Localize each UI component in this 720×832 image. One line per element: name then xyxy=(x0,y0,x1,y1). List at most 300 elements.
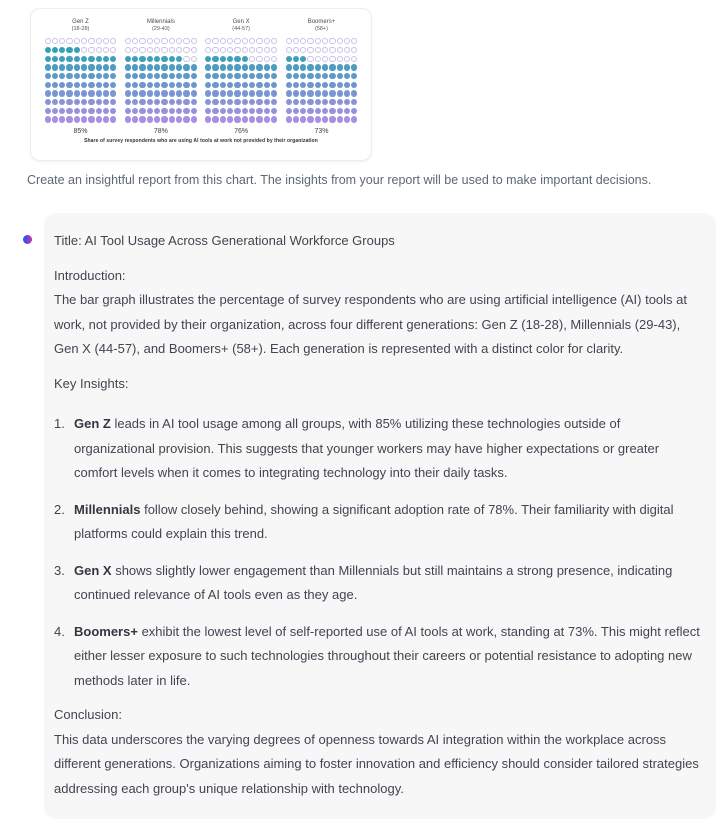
waffle-dot-filled xyxy=(161,108,167,114)
waffle-group xyxy=(123,18,198,135)
waffle-dot-filled xyxy=(286,108,292,114)
waffle-group xyxy=(204,18,279,135)
waffle-dot-filled xyxy=(220,116,226,122)
waffle-dot-filled xyxy=(52,116,58,122)
insight-lead: Gen Z xyxy=(74,416,111,431)
waffle-dot-empty xyxy=(234,38,240,44)
waffle-dot-empty xyxy=(191,38,197,44)
waffle-dot-filled xyxy=(234,82,240,88)
waffle-dot-filled xyxy=(344,90,350,96)
waffle-dot-empty xyxy=(315,56,321,62)
chart-caption: Share of survey respondents who are using AI tools at work not provided by their organization xyxy=(84,137,318,144)
waffle-dot-filled xyxy=(205,108,211,114)
waffle-dot-filled xyxy=(81,56,87,62)
chart-attachment[interactable] xyxy=(30,8,372,161)
waffle-dot-filled xyxy=(344,64,350,70)
waffle-dot-filled xyxy=(205,99,211,105)
waffle-dot-filled xyxy=(351,64,357,70)
waffle-dot-empty xyxy=(344,47,350,53)
waffle-dot-filled xyxy=(169,73,175,79)
waffle-dot-filled xyxy=(176,56,182,62)
waffle-dot-empty xyxy=(154,38,160,44)
waffle-dot-filled xyxy=(45,64,51,70)
waffle-dot-filled xyxy=(110,116,116,122)
waffle-dot-empty xyxy=(300,47,306,53)
waffle-dot-empty xyxy=(139,47,145,53)
waffle-dot-empty xyxy=(256,56,262,62)
waffle-dot-filled xyxy=(293,82,299,88)
waffle-dot-filled xyxy=(227,64,233,70)
waffle-dot-filled xyxy=(74,90,80,96)
waffle-dot-filled xyxy=(234,116,240,122)
waffle-dot-filled xyxy=(183,90,189,96)
waffle-dot-filled xyxy=(96,116,102,122)
waffle-dot-filled xyxy=(205,73,211,79)
waffle-dot-filled xyxy=(132,90,138,96)
waffle-dot-filled xyxy=(300,99,306,105)
waffle-dot-empty xyxy=(132,47,138,53)
waffle-dot-filled xyxy=(249,73,255,79)
waffle-dot-filled xyxy=(45,82,51,88)
waffle-dot-filled xyxy=(176,99,182,105)
waffle-dot-empty xyxy=(154,47,160,53)
waffle-dot-filled xyxy=(103,108,109,114)
waffle-dot-empty xyxy=(191,56,197,62)
waffle-dot-filled xyxy=(59,99,65,105)
waffle-dot-empty xyxy=(183,47,189,53)
waffle-pct-label: 73% xyxy=(314,127,329,135)
waffle-dot-filled xyxy=(81,64,87,70)
waffle-dot-filled xyxy=(300,56,306,62)
waffle-dot-filled xyxy=(176,116,182,122)
waffle-dot-filled xyxy=(154,108,160,114)
waffle-dot-filled xyxy=(81,108,87,114)
waffle-dot-empty xyxy=(147,38,153,44)
waffle-dot-filled xyxy=(205,82,211,88)
waffle-dot-filled xyxy=(74,99,80,105)
waffle-dot-filled xyxy=(212,99,218,105)
waffle-dot-filled xyxy=(183,73,189,79)
waffle-dot-filled xyxy=(147,108,153,114)
waffle-dot-filled xyxy=(344,108,350,114)
waffle-dot-empty xyxy=(81,38,87,44)
waffle-dot-filled xyxy=(125,99,131,105)
waffle-dot-filled xyxy=(74,108,80,114)
waffle-grid xyxy=(124,37,197,124)
waffle-dot-filled xyxy=(300,82,306,88)
waffle-dot-empty xyxy=(234,47,240,53)
waffle-dot-empty xyxy=(264,56,270,62)
waffle-group-name: Millennials xyxy=(146,19,175,25)
waffle-dot-empty xyxy=(293,47,299,53)
waffle-dot-filled xyxy=(161,64,167,70)
waffle-group xyxy=(43,18,118,135)
waffle-dot-filled xyxy=(52,73,58,79)
waffle-dot-filled xyxy=(103,99,109,105)
waffle-dot-filled xyxy=(249,90,255,96)
waffle-dot-filled xyxy=(161,73,167,79)
waffle-dot-filled xyxy=(227,99,233,105)
waffle-dot-filled xyxy=(74,47,80,53)
waffle-dot-filled xyxy=(88,82,94,88)
waffle-dot-filled xyxy=(74,73,80,79)
waffle-dot-filled xyxy=(132,82,138,88)
waffle-grid xyxy=(205,37,278,124)
waffle-dot-filled xyxy=(234,108,240,114)
waffle-dot-filled xyxy=(176,90,182,96)
waffle-dot-filled xyxy=(103,73,109,79)
waffle-dot-filled xyxy=(154,73,160,79)
waffle-dot-filled xyxy=(66,116,72,122)
waffle-dot-filled xyxy=(176,64,182,70)
waffle-dot-filled xyxy=(110,82,116,88)
waffle-dot-filled xyxy=(307,99,313,105)
waffle-dot-empty xyxy=(227,38,233,44)
waffle-dot-filled xyxy=(147,99,153,105)
waffle-dot-filled xyxy=(329,116,335,122)
waffle-dot-filled xyxy=(315,99,321,105)
waffle-dot-filled xyxy=(337,108,343,114)
waffle-dot-empty xyxy=(300,38,306,44)
waffle-dot-empty xyxy=(52,38,58,44)
waffle-dot-filled xyxy=(147,73,153,79)
waffle-dot-filled xyxy=(315,64,321,70)
waffle-dot-empty xyxy=(96,47,102,53)
waffle-dot-filled xyxy=(322,99,328,105)
waffle-dot-filled xyxy=(88,108,94,114)
waffle-dot-filled xyxy=(293,64,299,70)
waffle-dot-filled xyxy=(66,82,72,88)
waffle-dot-empty xyxy=(147,47,153,53)
waffle-dot-filled xyxy=(59,90,65,96)
waffle-dot-filled xyxy=(227,56,233,62)
waffle-dot-filled xyxy=(271,82,277,88)
waffle-dot-filled xyxy=(183,108,189,114)
waffle-dot-filled xyxy=(220,82,226,88)
waffle-dot-filled xyxy=(220,99,226,105)
waffle-dot-filled xyxy=(52,90,58,96)
waffle-dot-filled xyxy=(81,90,87,96)
waffle-dot-filled xyxy=(88,90,94,96)
waffle-dot-empty xyxy=(183,38,189,44)
waffle-dot-filled xyxy=(227,90,233,96)
waffle-dot-empty xyxy=(220,47,226,53)
waffle-dot-filled xyxy=(264,108,270,114)
waffle-dot-filled xyxy=(351,116,357,122)
waffle-dot-filled xyxy=(315,73,321,79)
waffle-dot-filled xyxy=(329,82,335,88)
waffle-dot-empty xyxy=(110,47,116,53)
waffle-dot-filled xyxy=(351,90,357,96)
waffle-dot-filled xyxy=(45,116,51,122)
waffle-group xyxy=(284,18,359,135)
waffle-dot-empty xyxy=(249,38,255,44)
waffle-dot-filled xyxy=(212,90,218,96)
waffle-dot-filled xyxy=(271,116,277,122)
waffle-dot-empty xyxy=(242,47,248,53)
waffle-dot-empty xyxy=(337,56,343,62)
waffle-dot-empty xyxy=(249,56,255,62)
waffle-dot-filled xyxy=(88,56,94,62)
waffle-dot-filled xyxy=(205,90,211,96)
waffle-dot-filled xyxy=(249,108,255,114)
waffle-dot-empty xyxy=(176,47,182,53)
waffle-dot-filled xyxy=(96,73,102,79)
waffle-dot-filled xyxy=(161,56,167,62)
waffle-dot-filled xyxy=(169,90,175,96)
waffle-dot-empty xyxy=(344,56,350,62)
waffle-dot-filled xyxy=(110,99,116,105)
waffle-dot-filled xyxy=(183,64,189,70)
waffle-dot-filled xyxy=(286,73,292,79)
waffle-dot-filled xyxy=(154,56,160,62)
waffle-dot-filled xyxy=(154,64,160,70)
waffle-dot-filled xyxy=(66,108,72,114)
waffle-dot-filled xyxy=(88,64,94,70)
waffle-dot-empty xyxy=(242,38,248,44)
waffle-dot-filled xyxy=(45,99,51,105)
insight-text: Boomers+ exhibit the lowest level of self-reported use of AI tools at work, standing at 73%. This might reflect either lesser exposure to such technologies throughout their careers or potential resistance to adopting new methods later in life. xyxy=(74,623,700,688)
waffle-dot-filled xyxy=(169,56,175,62)
waffle-dot-filled xyxy=(256,108,262,114)
waffle-dot-empty xyxy=(88,47,94,53)
waffle-dot-filled xyxy=(329,64,335,70)
waffle-dot-filled xyxy=(96,64,102,70)
waffle-dot-filled xyxy=(66,90,72,96)
waffle-dot-filled xyxy=(191,64,197,70)
waffle-dot-filled xyxy=(52,82,58,88)
waffle-dot-filled xyxy=(256,99,262,105)
waffle-dot-filled xyxy=(139,73,145,79)
waffle-dot-empty xyxy=(227,47,233,53)
waffle-dot-filled xyxy=(45,90,51,96)
waffle-dot-filled xyxy=(52,64,58,70)
waffle-group-age: (18-28) xyxy=(71,26,90,32)
waffle-dot-empty xyxy=(344,38,350,44)
waffle-dot-filled xyxy=(96,56,102,62)
waffle-dot-filled xyxy=(103,90,109,96)
waffle-dot-filled xyxy=(351,108,357,114)
waffle-dot-filled xyxy=(88,99,94,105)
waffle-dot-filled xyxy=(139,64,145,70)
waffle-dot-filled xyxy=(300,90,306,96)
waffle-dot-filled xyxy=(52,99,58,105)
waffle-dot-filled xyxy=(220,90,226,96)
waffle-dot-filled xyxy=(176,82,182,88)
waffle-dot-filled xyxy=(125,56,131,62)
waffle-dot-filled xyxy=(81,82,87,88)
waffle-dot-empty xyxy=(176,38,182,44)
waffle-dot-filled xyxy=(154,90,160,96)
waffle-dot-filled xyxy=(110,108,116,114)
waffle-dot-filled xyxy=(66,47,72,53)
waffle-dot-filled xyxy=(52,47,58,53)
waffle-dot-empty xyxy=(322,47,328,53)
waffle-dot-filled xyxy=(329,108,335,114)
waffle-dot-filled xyxy=(147,82,153,88)
assistant-response xyxy=(44,213,716,819)
waffle-dot-filled xyxy=(125,108,131,114)
waffle-dot-empty xyxy=(103,38,109,44)
waffle-dot-empty xyxy=(205,47,211,53)
waffle-dot-filled xyxy=(242,73,248,79)
waffle-dot-filled xyxy=(344,73,350,79)
waffle-dot-filled xyxy=(88,73,94,79)
waffle-dot-filled xyxy=(264,73,270,79)
waffle-dot-empty xyxy=(212,47,218,53)
waffle-dot-filled xyxy=(300,64,306,70)
waffle-dot-filled xyxy=(212,116,218,122)
waffle-dot-empty xyxy=(351,56,357,62)
waffle-dot-filled xyxy=(337,116,343,122)
waffle-dot-filled xyxy=(59,56,65,62)
waffle-dot-filled xyxy=(256,90,262,96)
waffle-dot-empty xyxy=(125,38,131,44)
waffle-dot-filled xyxy=(242,82,248,88)
waffle-dot-filled xyxy=(351,99,357,105)
insight-text: Gen Z leads in AI tool usage among all groups, with 85% utilizing these technologies outside of organizational provision. This suggests that younger workers may have higher expectations or greater comfort levels when it comes to integrating technology into their daily tasks. xyxy=(74,416,660,480)
waffle-dot-empty xyxy=(351,47,357,53)
waffle-dot-filled xyxy=(242,116,248,122)
waffle-dot-filled xyxy=(293,56,299,62)
waffle-dot-empty xyxy=(103,47,109,53)
waffle-dot-filled xyxy=(220,73,226,79)
waffle-dot-empty xyxy=(329,38,335,44)
insight-lead: Millennials xyxy=(74,501,141,517)
waffle-dot-empty xyxy=(256,38,262,44)
waffle-dot-filled xyxy=(161,90,167,96)
waffle-dot-filled xyxy=(139,116,145,122)
waffle-dot-filled xyxy=(227,73,233,79)
waffle-dot-empty xyxy=(322,56,328,62)
waffle-dot-filled xyxy=(337,64,343,70)
waffle-dot-filled xyxy=(45,108,51,114)
waffle-dot-filled xyxy=(96,99,102,105)
waffle-dot-filled xyxy=(264,116,270,122)
waffle-dot-filled xyxy=(264,90,270,96)
waffle-dot-filled xyxy=(154,116,160,122)
key-insights-heading: Key Insights: xyxy=(54,375,129,391)
waffle-dot-filled xyxy=(256,116,262,122)
waffle-dot-empty xyxy=(66,38,72,44)
waffle-dot-filled xyxy=(191,116,197,122)
waffle-dot-empty xyxy=(271,38,277,44)
waffle-dot-filled xyxy=(234,90,240,96)
waffle-dot-filled xyxy=(59,64,65,70)
waffle-dot-filled xyxy=(286,99,292,105)
waffle-group-age: (44-57) xyxy=(232,26,251,32)
waffle-dot-filled xyxy=(315,90,321,96)
waffle-dot-filled xyxy=(322,90,328,96)
waffle-dot-filled xyxy=(307,64,313,70)
assistant-avatar-dot xyxy=(23,235,32,244)
waffle-dot-empty xyxy=(264,47,270,53)
waffle-dot-empty xyxy=(351,38,357,44)
waffle-dot-filled xyxy=(191,108,197,114)
waffle-dot-filled xyxy=(329,99,335,105)
waffle-dot-filled xyxy=(103,56,109,62)
waffle-dot-filled xyxy=(169,64,175,70)
introduction-heading: Introduction: xyxy=(54,267,126,283)
waffle-dot-filled xyxy=(351,82,357,88)
waffle-dot-filled xyxy=(264,82,270,88)
waffle-dot-empty xyxy=(169,38,175,44)
waffle-dot-filled xyxy=(242,64,248,70)
waffle-dot-filled xyxy=(45,47,51,53)
waffle-dot-filled xyxy=(220,56,226,62)
insight-item xyxy=(54,559,700,608)
waffle-group-name: Gen Z xyxy=(72,19,89,25)
waffle-dot-filled xyxy=(66,99,72,105)
waffle-group-name: Boomers+ xyxy=(307,19,336,25)
waffle-dot-filled xyxy=(139,82,145,88)
waffle-dot-filled xyxy=(344,116,350,122)
waffle-dot-empty xyxy=(329,56,335,62)
waffle-dot-filled xyxy=(293,116,299,122)
waffle-dot-filled xyxy=(337,99,343,105)
waffle-dot-filled xyxy=(212,64,218,70)
waffle-dot-filled xyxy=(249,64,255,70)
waffle-dot-filled xyxy=(59,47,65,53)
key-insights-list xyxy=(54,412,700,693)
waffle-dot-empty xyxy=(220,38,226,44)
waffle-dot-filled xyxy=(205,116,211,122)
waffle-dot-filled xyxy=(315,82,321,88)
waffle-dot-empty xyxy=(315,47,321,53)
waffle-dot-filled xyxy=(74,116,80,122)
waffle-dot-filled xyxy=(59,116,65,122)
waffle-dot-filled xyxy=(344,99,350,105)
waffle-dot-empty xyxy=(249,47,255,53)
waffle-dot-filled xyxy=(81,116,87,122)
waffle-dot-filled xyxy=(125,90,131,96)
waffle-dot-filled xyxy=(103,116,109,122)
waffle-dot-filled xyxy=(191,99,197,105)
waffle-dot-empty xyxy=(337,47,343,53)
waffle-dot-filled xyxy=(52,108,58,114)
insight-lead: Boomers+ xyxy=(74,623,138,639)
waffle-dot-filled xyxy=(271,90,277,96)
waffle-dot-filled xyxy=(103,82,109,88)
waffle-dot-empty xyxy=(169,47,175,53)
waffle-dot-filled xyxy=(322,73,328,79)
waffle-dot-filled xyxy=(59,73,65,79)
waffle-dot-filled xyxy=(139,90,145,96)
waffle-dot-empty xyxy=(307,47,313,53)
insight-item xyxy=(54,620,700,694)
waffle-dot-filled xyxy=(183,99,189,105)
waffle-dot-empty xyxy=(315,38,321,44)
waffle-dot-filled xyxy=(132,108,138,114)
waffle-dot-filled xyxy=(45,73,51,79)
waffle-dot-empty xyxy=(59,38,65,44)
insight-number: 1. xyxy=(54,416,65,431)
waffle-dot-filled xyxy=(96,82,102,88)
waffle-dot-filled xyxy=(220,64,226,70)
waffle-dot-empty xyxy=(161,47,167,53)
waffle-dot-filled xyxy=(242,108,248,114)
waffle-dot-empty xyxy=(307,38,313,44)
waffle-dot-filled xyxy=(66,56,72,62)
waffle-dot-filled xyxy=(227,82,233,88)
waffle-dot-filled xyxy=(132,99,138,105)
insight-number: 3. xyxy=(54,562,65,578)
waffle-dot-empty xyxy=(307,56,313,62)
waffle-dot-filled xyxy=(337,73,343,79)
waffle-dot-filled xyxy=(212,108,218,114)
waffle-dot-filled xyxy=(212,73,218,79)
waffle-dot-filled xyxy=(227,108,233,114)
